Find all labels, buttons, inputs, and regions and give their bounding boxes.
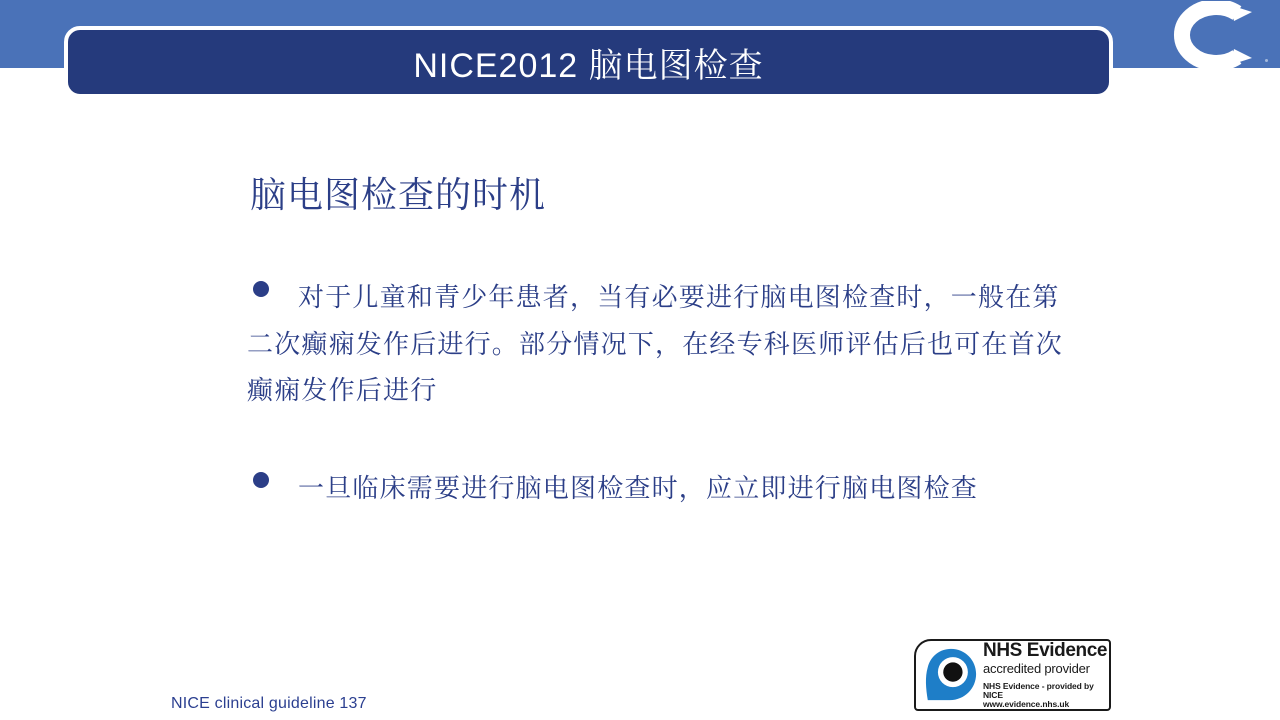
bullet-2-line-1: 一旦临床需要进行脑电图检查时，应立即进行脑电图检查 bbox=[298, 473, 979, 503]
slide-title: NICE2012 脑电图检查 bbox=[413, 46, 764, 85]
bullet-1-line-1: 对于儿童和青少年患者，当有必要进行脑电图检查时，一般在第 bbox=[298, 282, 1060, 312]
bullet-marker-icon bbox=[253, 472, 269, 488]
nhs-badge-provider-line: NHS Evidence - provided by NICE bbox=[983, 680, 1094, 700]
bullet-1-line-3: 癫痫发作后进行 bbox=[247, 375, 438, 405]
bullet-1-line-2: 二次癫痫发作后进行。部分情况下，在经专科医师评估后也可在首次 bbox=[247, 329, 1064, 359]
slide-subtitle: 脑电图检查的时机 bbox=[250, 174, 547, 215]
nhs-evidence-badge bbox=[914, 639, 1111, 711]
footer-guideline-ref: NICE clinical guideline 137 bbox=[171, 695, 367, 712]
nhs-badge-url: www.evidence.nhs.uk bbox=[983, 698, 1070, 709]
nhs-badge-subtitle: accredited provider bbox=[983, 661, 1090, 677]
bullet-marker-icon bbox=[253, 281, 269, 297]
nhs-badge-title: NHS Evidence bbox=[983, 640, 1108, 662]
nhs-evidence-eye-icon bbox=[921, 646, 979, 704]
c-arrow-logo-icon bbox=[1168, 1, 1268, 69]
slide-title-box bbox=[64, 26, 1113, 98]
logo-dot bbox=[1265, 59, 1268, 62]
